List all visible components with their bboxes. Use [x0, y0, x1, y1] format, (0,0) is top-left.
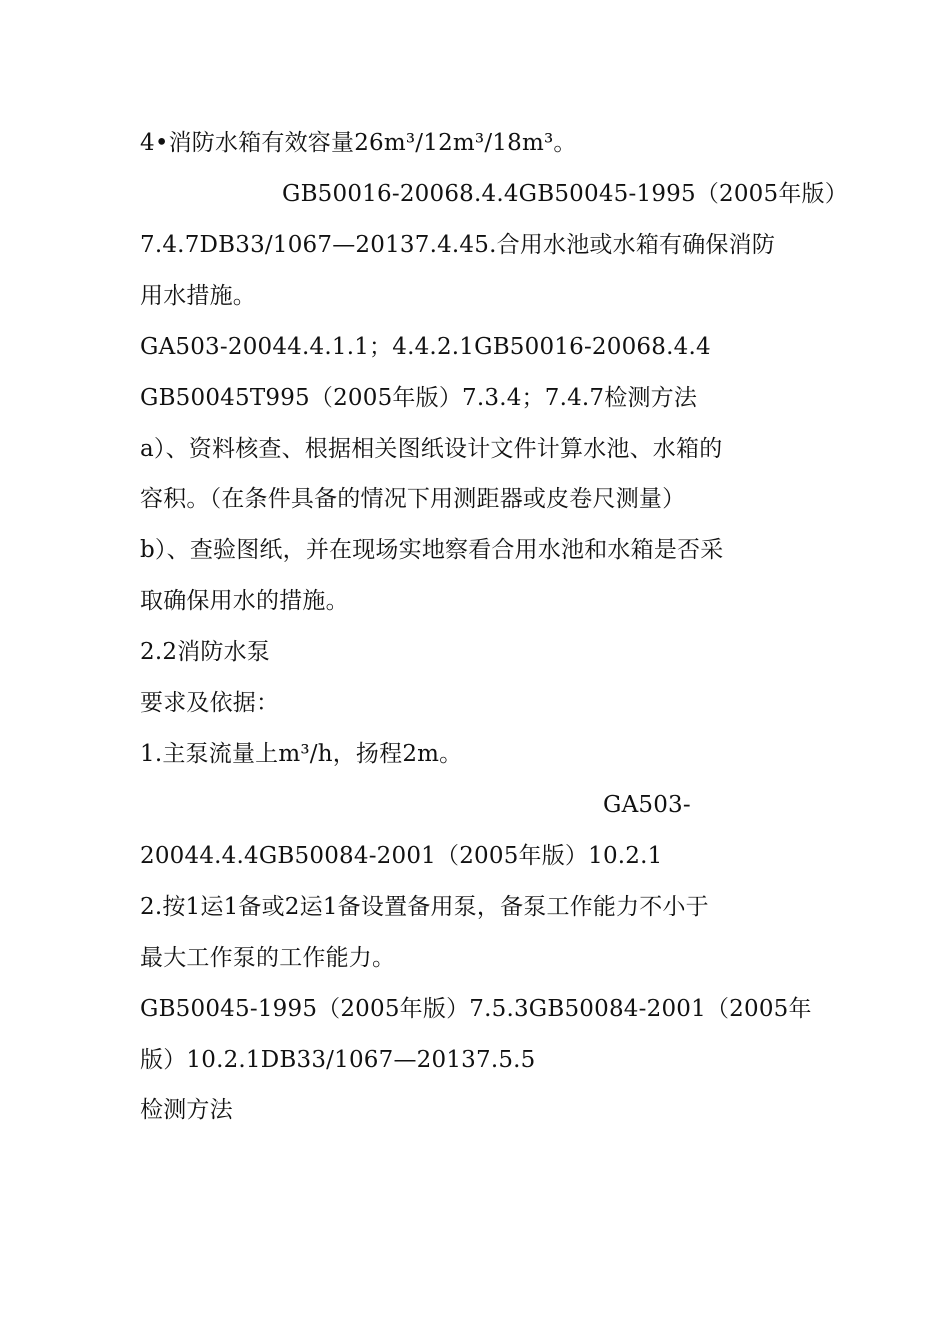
text-line: 用水措施。	[140, 283, 256, 309]
text-line: 容积。（在条件具备的情况下用测距器或皮卷尺测量）	[140, 486, 686, 512]
section-heading: 2.2消防水泵	[140, 639, 270, 665]
text-line: 20044.4.4GB50084-2001（2005年版）10.2.1	[140, 843, 663, 869]
text-line: 取确保用水的措施。	[140, 588, 349, 614]
text-line: 1.主泵流量上m³/h，扬程2m。	[140, 741, 463, 767]
text-line: 要求及依据：	[140, 690, 280, 716]
text-line: GB50045T995（2005年版）7.3.4；7.4.7检测方法	[140, 385, 698, 411]
text-line: b）、查验图纸，并在现场实地察看合用水池和水箱是否采	[140, 537, 724, 563]
text-line: GB50045-1995（2005年版）7.5.3GB50084-2001（2005年	[140, 996, 812, 1022]
text-line: a）、资料核查、根据相关图纸设计文件计算水池、水箱的	[140, 436, 723, 462]
text-line: 7.4.7DB33/1067—20137.4.45.合用水池或水箱有确保消防	[140, 232, 776, 258]
text-line: 版）10.2.1DB33/1067—20137.5.5	[140, 1047, 536, 1073]
text-line: GA503-	[603, 792, 691, 818]
text-line: 4•消防水箱有效容量26m³/12m³/18m³。	[140, 130, 577, 156]
text-line: 检测方法	[140, 1097, 233, 1123]
text-line: GB50016-20068.4.4GB50045-1995（2005年版）	[282, 181, 848, 207]
text-line: GA503-20044.4.1.1；4.4.2.1GB50016-20068.4.4	[140, 334, 711, 360]
text-line: 2.按1运1备或2运1备设置备用泵，备泵工作能力不小于	[140, 894, 709, 920]
text-line: 最大工作泵的工作能力。	[140, 945, 396, 971]
